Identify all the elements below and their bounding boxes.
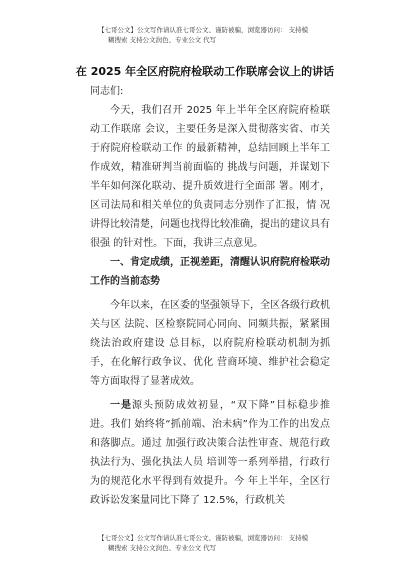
greeting: 同志们: <box>90 86 124 97</box>
header-banner <box>98 25 328 45</box>
document-body <box>90 82 330 510</box>
header-banner-line2: 糊搜索 支持公文润色、专业公文 代写 <box>108 36 217 44</box>
footer-banner-line2: 糊搜索 支持公文润色、专业公文 代写 <box>108 544 217 552</box>
footer-banner-line1: 【七哥公文】公文写作请认准七哥公文、谨防被骗，浏览器访问： 支持模 <box>98 534 309 542</box>
paragraph-point-one <box>90 396 330 510</box>
section-heading-1: 一、肯定成绩，正视差距，清醒认识府院府检联动工作的当前态势 <box>90 257 330 287</box>
point-one-lead: 一是 <box>110 400 132 411</box>
point-one-text: 源头预防成效初显，“双下降”目标稳步推进。我们 始终将“抓前端、治未病”作为工作的出发点和落脚点。通过 加强行政决策合法性审查、规范行政执法行为、强化执法人员 培训等一系列举措，行政行为的规范化水平得到有效提升。今 年上半年，全区行政诉讼发案量同比下降了 12.5%，行政机关 <box>90 400 330 506</box>
paragraph-intro: 今天，我们召开 2025 年上半年全区府院府检联动工作联席 会议，主要任务是深入贯彻落实省、市关于府院府检联动工作 的最新精神，总结回顾上半年工作成效，精准研判当前面临的 挑战与问题，并谋划下半年如何深化联动、提升质效进行全面部 署。刚才，区司法局和相关单位的负责同志分别作了汇报，情 况讲得比较清楚，问题也找得比较准确，提出的建议具有很强 的针对性。下面，我讲三点意见。 <box>90 105 330 249</box>
document-title: 在 2025 年全区府院府检联动工作联席会议上的讲话 <box>75 65 335 78</box>
paragraph-achievements: 今年以来，在区委的坚强领导下，全区各级行政机关与区 法院、区检察院同心同向、同频共振，紧紧围绕法治政府建设 总目标，以府院府检联动机制为抓手，在化解行政争议、优化 营商环境、维护社会稳定等方面取得了显著成效。 <box>90 300 330 387</box>
footer-banner <box>98 533 328 553</box>
header-banner-line1: 【七哥公文】公文写作请认准七哥公文、谨防被骗，浏览器访问： 支持模 <box>98 26 309 34</box>
